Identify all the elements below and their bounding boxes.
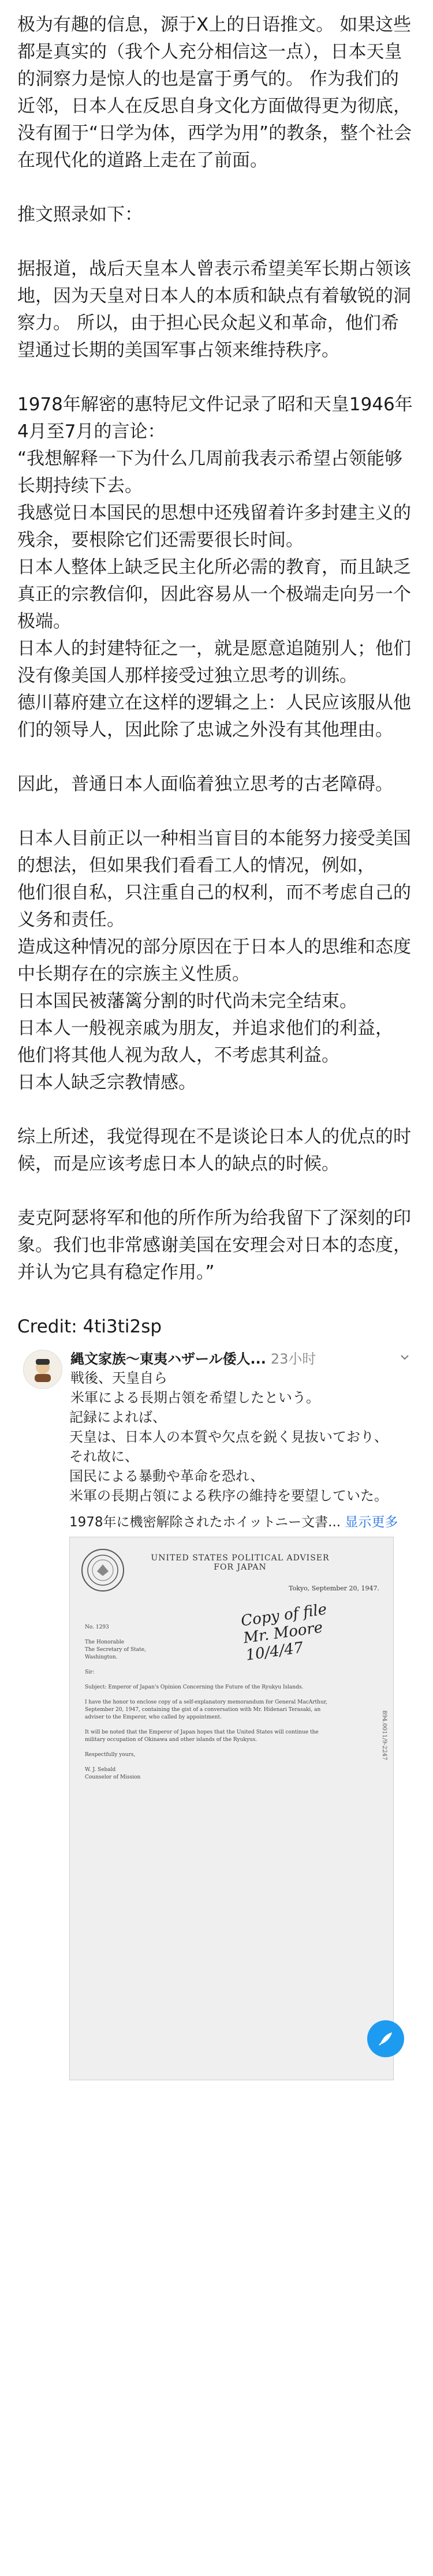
paragraph-workers: 日本人目前正以一种相当盲目的本能努力接受美国的想法，但如果我们看看工人的情况，例如， 他们很自私，只注重自己的权利，而不考虑自己的义务和责任。 造成这种情况的部分原因在于日本人的思维和态度中长期存在的宗族主义性质。 日本国民被藩篱分割的时代尚未完全结束。 日本人一般视亲戚为朋友，并追求他们的利益， 他们将其他人视为敌人，不考虑其利益。 日本人缺乏宗教情感。	[17, 828, 411, 1093]
tweet-header	[23, 1350, 410, 1407]
document-title: UNITED STATES POLITICAL ADVISER FOR JAPAN	[151, 1553, 330, 1572]
paragraph-report: 据报道，战后天皇本人曾表示希望美军长期占领该地，因为天皇对日本人的本质和缺点有着敏锐的洞察力。 所以，由于担心民众起义和革命，他们希望通过长期的美国军事占领来维持秩序。	[17, 259, 411, 361]
embedded-tweet[interactable]	[23, 1350, 410, 2080]
paragraph-summary: 综上所述，我觉得现在不是谈论日本人的优点的时候，而是应该考虑日本人的缺点的时候。	[17, 1126, 411, 1174]
document-handwritten-note: Copy of file Mr. Moore 10/4/47	[240, 1601, 328, 1664]
document-image[interactable]	[69, 1537, 394, 2080]
credit-line: Credit: 4ti3ti2sp	[17, 1316, 162, 1337]
feather-icon	[376, 2029, 395, 2049]
document-caption[interactable]	[69, 1512, 410, 1532]
tweet-time: 23小时	[270, 1351, 316, 1367]
chevron-down-icon[interactable]	[400, 1350, 410, 1368]
paragraph-tweet-intro: 推文照录如下：	[17, 204, 143, 225]
avatar[interactable]	[23, 1350, 62, 1389]
paragraph-obstacle: 因此，普通日本人面临着独立思考的古老障碍。	[17, 774, 393, 795]
compose-button[interactable]	[367, 2020, 404, 2057]
paragraph-macarthur: 麦克阿瑟将军和他的所作所为给我留下了深刻的印象。我们也非常感谢美国在安理会对日本的态度，并认为它具有稳定作用。”	[17, 1208, 411, 1283]
seal-icon	[81, 1549, 124, 1592]
document-caption-text: 1978年に機密解除されたホイットニー文書...	[69, 1515, 341, 1530]
tweet-author-name[interactable]: 縄文家族～東夷ハザール倭人...	[70, 1351, 266, 1367]
tweet-body-2: 記録によれば、 天皇は、日本人の本質や欠点を鋭く見抜いており、	[69, 1409, 388, 1445]
tweet-body-3: それ故に、 国民による暴動や革命を恐れ、 米軍の長期占領による秩序の維持を要望していた。	[69, 1448, 388, 1504]
document-date: Tokyo, September 20, 1947.	[289, 1585, 379, 1592]
paragraph-whitney-quote: 1978年解密的惠特尼文件记录了昭和天皇1946年4月至7月的言论： “我想解释一下为什么几周前我表示希望占领能够长期持续下去。 我感觉日本国民的思想中还残留着许多封建主义的残余，要根除它们还需要很长时间。 日本人整体上缺乏民主化所必需的教育，而且缺乏真正的宗教信仰，因此容易从一个极端走向另一个极端。 日本人的封建特征之一，就是愿意追随别人；他们没有像美国人那样接受过独立思考的训练。 德川幕府建立在这样的逻辑之上：人民应该服从他们的领导人，因此除了忠诚之外没有其他理由。	[17, 394, 413, 740]
document-file-number: 894.0011/9-2247	[381, 1710, 387, 1761]
tweet-body-1: 戦後、天皇自ら 米軍による長期占領を希望したという。	[70, 1370, 320, 1406]
document-text: No. 1293 The Honorable The Secretary of State, Washington. Sir: Subject: Emperor of Japan's Opinion Concerning the Future of the Ryukyu Islands. I have the honor to enclose copy of a self-explanatory memorandum for General MacArthur, September 20, 1947, containing the gist of a conversation with Mr. Hidenari Terasaki, an adviser to the Emperor, who called by appointment. It will be noted that the Emperor of Japan hopes that the United States will continue the military occupation of Okinawa and other islands of the Ryukyus. Respectfully yours, W. J. Sebald Counselor of Mission	[85, 1624, 327, 1780]
paragraph-intro: 极为有趣的信息，源于X上的日语推文。 如果这些都是真实的（我个人充分相信这一点），日本天皇的洞察力是惊人的也是富于勇气的。 作为我们的近邻，日本人在反思自身文化方面做得更为彻底，没有囿于“日学为体，西学为用”的教条，整个社会在现代化的道路上走在了前面。	[17, 14, 412, 171]
show-more-link[interactable]: 显示更多	[345, 1515, 398, 1530]
